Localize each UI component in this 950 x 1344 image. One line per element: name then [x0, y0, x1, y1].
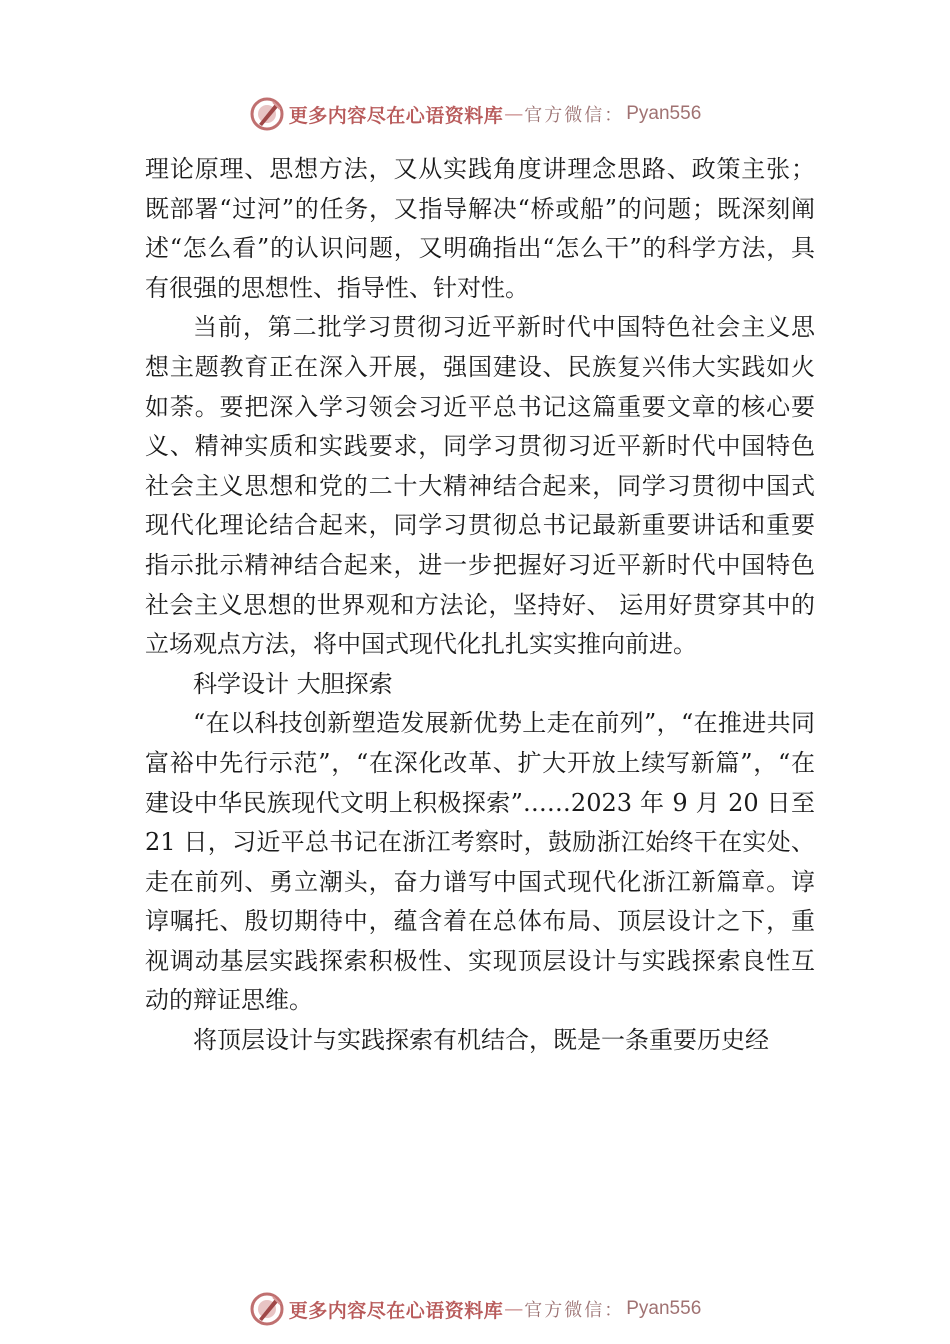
paragraph-1: 理论原理、思想方法，又从实践角度讲理念思路、政策主张；既部署“过河”的任务，又指导解决“桥或船”的问题；既深刻阐述“怎么看”的认识问题，又明确指出“怎么干”的科学方法，具有很强的思想性、指导性、针对性。 [145, 155, 815, 302]
header-brand: 更多内容尽在心语资料库 [288, 104, 504, 127]
header-dash: — [504, 103, 524, 125]
document-body [145, 150, 815, 1061]
footer-wechat-id: Pyan556 [626, 1298, 702, 1319]
paragraph-3: “在以科技创新塑造发展新优势上走在前列”，“在推进共同富裕中先行示范”，“在深化改革、扩大开放上续写新篇”，“在建设中华民族现代文明上积极探索”……2023 年 9 月 20 日至 21 日，习近平总书记在浙江考察时，鼓励浙江始终干在实处、走在前列、勇立潮头，奋力谱写中国式现代化浙江新篇章。谆谆嘱托、殷切期待中，蕴含着在总体布局、顶层设计之下，重视调动基层实践探索积极性、实现顶层设计与实践探索良性互动的辩证思维。 [145, 709, 815, 1015]
header-official: 官方微信： [524, 105, 625, 126]
logo-icon [249, 1291, 285, 1327]
logo-icon [249, 96, 285, 132]
footer-brand: 更多内容尽在心语资料库 [288, 1299, 504, 1322]
footer-dash: — [504, 1298, 524, 1320]
header-watermark [0, 94, 950, 134]
paragraph-4: 将顶层设计与实践探索有机结合，既是一条重要历史经 [193, 1026, 769, 1055]
footer-watermark [0, 1289, 950, 1329]
header-wechat-id: Pyan556 [626, 103, 702, 124]
paragraph-2: 当前，第二批学习贯彻习近平新时代中国特色社会主义思想主题教育正在深入开展，强国建设、民族复兴伟大实践如火如荼。要把深入学习领会习近平总书记这篇重要文章的核心要义、精神实质和实践要求，同学习贯彻习近平新时代中国特色社会主义思想和党的二十大精神结合起来，同学习贯彻中国式现代化理论结合起来，同学习贯彻总书记最新重要讲话和重要指示批示精神结合起来，进一步把握好习近平新时代中国特色社会主义思想的世界观和方法论，坚持好、 运用好贯穿其中的立场观点方法，将中国式现代化扎扎实实推向前进。 [145, 313, 815, 659]
section-heading: 科学设计 大胆探索 [193, 669, 393, 698]
footer-official: 官方微信： [524, 1300, 625, 1321]
